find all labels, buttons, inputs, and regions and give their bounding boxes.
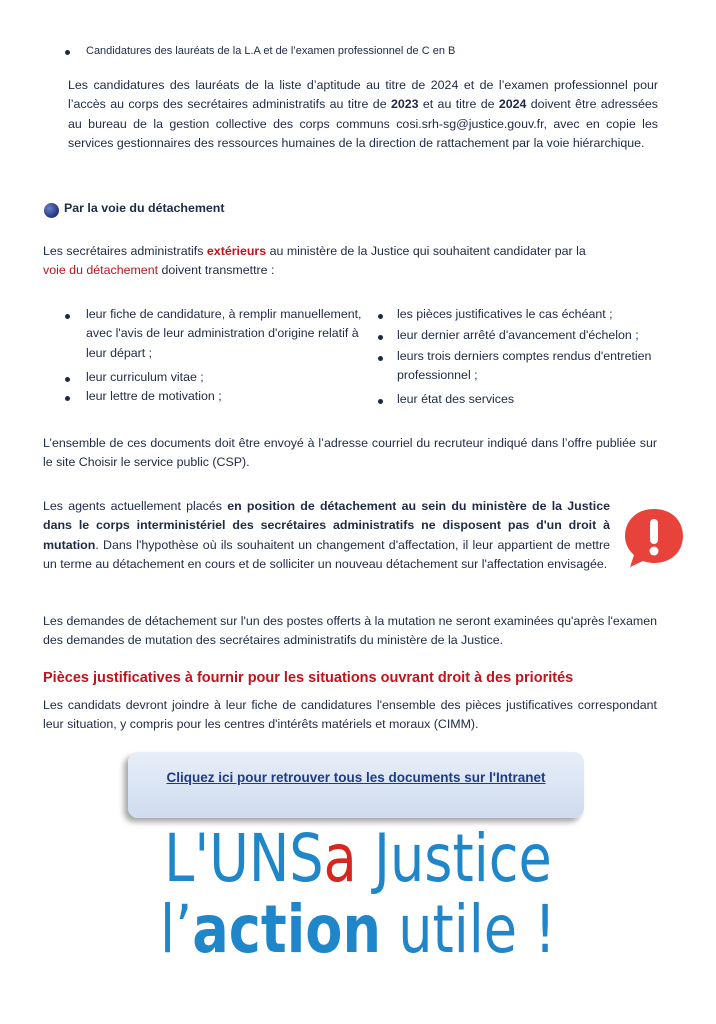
top-bullet-text: Candidatures des lauréats de la L.A et de l’examen professionnel de C en B [86,45,456,57]
laureates-paragraph: Les candidatures des lauréats de la liste d’aptitude au titre de 2024 et de l’examen professionnel pour l’accès au corps des secrétaires administratifs au titre de 2023 et au titre de 2024 doivent être adressées au bureau de la gestion collective des corps communs cosi.srh-sg@justice.gouv.fr, avec en copie les services gestionnaires des ressources humaines de la direction de rattachement par la voie hiérarchique. [68,78,658,150]
bullet-dot [65,377,70,382]
bullet-dot [65,50,70,55]
bullet-dot [378,399,383,404]
intranet-link[interactable]: Cliquez ici pour retrouver tous les documents sur l'Intranet [166,770,546,785]
pieces-title: Pièces justificatives à fournir pour les situations ouvrant droit à des priorités [43,670,574,686]
left-list-item: leur fiche de candidature, à remplir manuellement, avec l'avis de leur administration d'origine relatif à leur départ ; [86,307,362,360]
intranet-link-box[interactable] [128,752,584,818]
detachement-heading: Par la voie du détachement [64,201,225,215]
envoi-paragraph: L’ensemble de ces documents doit être envoyé à l’adresse courriel du recruteur indiqué dans l’offre publiée sur le site Choisir le service public (CSP). [43,436,657,470]
bullet-dot [65,314,70,319]
blue-orb-icon [44,203,59,218]
exclamation-speech-bubble-icon [622,505,686,569]
logo-line-1: L'UNSa Justice [164,820,552,897]
right-list-item: les pièces justificatives le cas échéant ; [397,307,613,321]
right-list-item: leurs trois derniers comptes rendus d'entretien professionnel ; [397,349,652,383]
logo-line-2: l’action utile ! [160,891,556,968]
agents-paragraph: Les agents actuellement placés en position de détachement au sein du ministère de la Justice dans le corps interministériel des secrétaires administratifs ne disposent pas d'un droit à mutation. Dans l'hypothèse où ils souhaitent un changement d'affectation, il leur appartient de mettre un terme au détachement en cours et de solliciter un nouveau détachement sur l'affectation envisagée. [43,499,610,571]
bullet-dot [378,356,383,361]
demandes-paragraph: Les demandes de détachement sur l'un des postes offerts à la mutation ne seront examinées qu'après l'examen des demandes de mutation des secrétaires administratifs du ministère de la Justice. [43,614,657,648]
pieces-paragraph: Les candidats devront joindre à leur fiche de candidatures l'ensemble des pièces justificatives correspondant leur situation, y compris pour les centres d'intérêts matériels et moraux (CIMM). [43,698,657,732]
right-list-item: leur dernier arrêté d'avancement d'échelon ; [397,328,639,342]
bullet-dot [65,396,70,401]
bullet-dot [378,335,383,340]
detachement-intro: Les secrétaires administratifs extérieurs au ministère de la Justice qui souhaitent candidater par la voie du détachement doivent transmettre : [43,244,586,278]
left-list-item: leur curriculum vitae ; [86,370,204,384]
right-list-item: leur état des services [397,392,515,406]
bullet-dot [378,314,383,319]
left-list-item: leur lettre de motivation ; [86,389,222,403]
